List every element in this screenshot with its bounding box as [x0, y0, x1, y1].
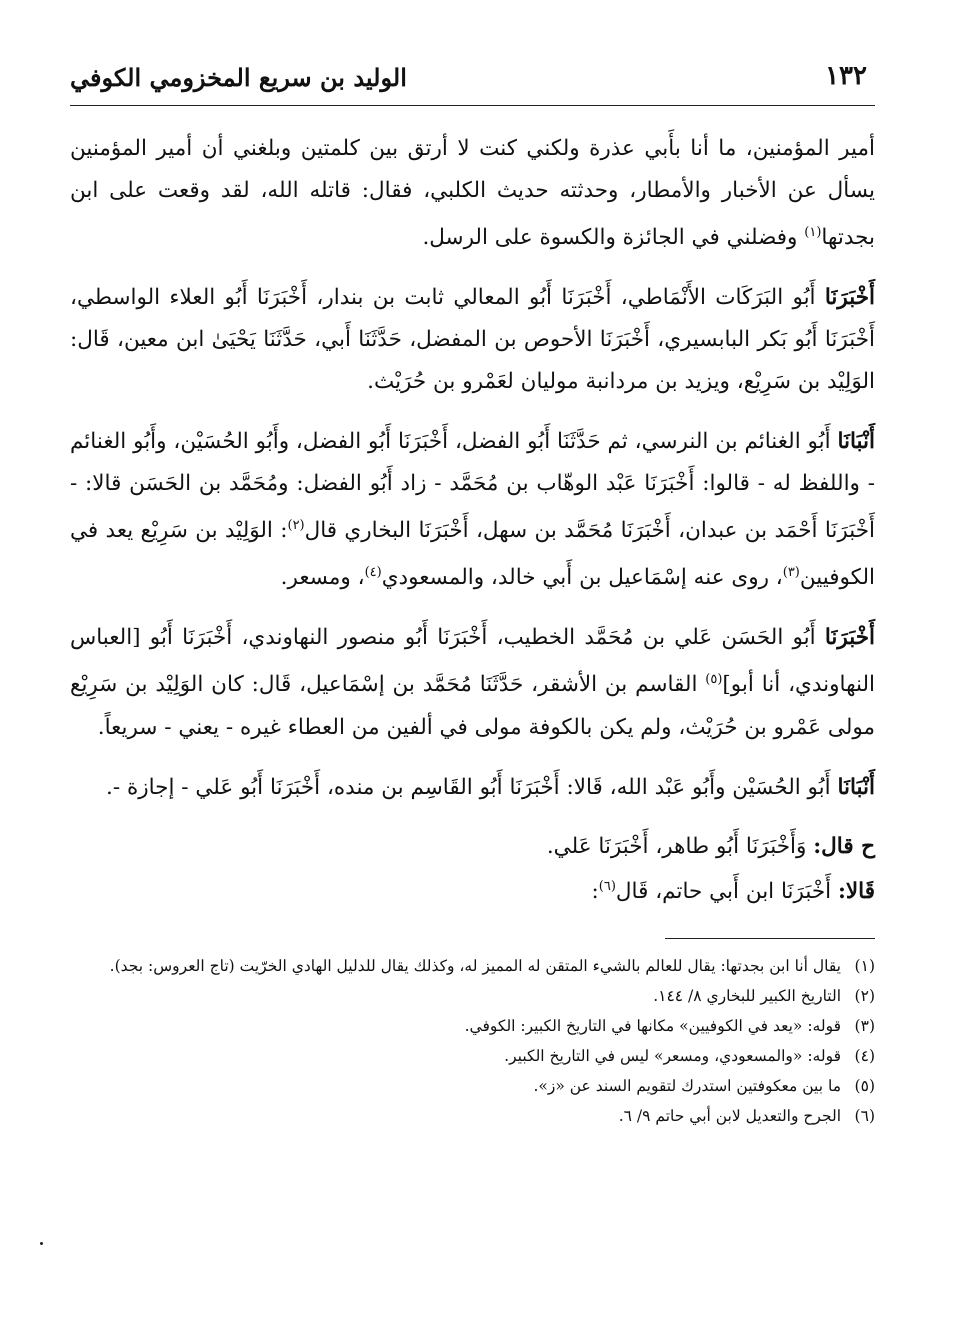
footnote-ref: (٢): [287, 518, 305, 534]
footnote: [70, 1101, 875, 1131]
line-text: أَخْبَرَنَا ابن أَبي حاتم، قَال: [615, 878, 838, 904]
footnotes: [70, 951, 875, 1131]
footnote-ref: (١): [804, 225, 822, 240]
isnad-lead: أَخْبَرَنَا: [824, 285, 875, 311]
footnote-ref: (٤): [364, 565, 382, 581]
footnote: [70, 1041, 875, 1071]
line-text-after: :: [591, 878, 599, 904]
book-page: [70, 55, 875, 1315]
isnad-lead: ح قال:: [813, 833, 875, 859]
isnad-lead: أَنْبَانَا: [837, 774, 875, 800]
footnote-ref: (٦): [598, 878, 616, 894]
paragraph-text: أَبُو الحُسَيْن وأَبُو عَبْد الله، قَالا: أَخْبَرَنَا أَبُو القَاسِم بن منده، أَخْبَرَنَا أَبُو عَلي - إجازة -.: [106, 774, 838, 800]
isnad-lead: أَخْبَرَنَا: [824, 625, 875, 651]
footnote: [70, 1011, 875, 1041]
footnote-number: (٤): [854, 1046, 875, 1065]
footnote-divider: [665, 938, 875, 939]
paragraph-text: أَبُو الغنائم بن النرسي، ثم حَدَّثَنَا أَبُو الفضل، أَخْبَرَنَا أَبُو الفضل، وأَبُو الحُسَيْن، وأَبُو الغنائم - واللفظ له - قالوا: أَخْبَرَنَا عَبْد الوهّاب بن مُحَمَّد - زاد أَبُو الفضل: ومُحَمَّد بن الحَسَن قالا: - أَخْبَرَنَا أَحْمَد بن عبدان، أَخْبَرَنَا مُحَمَّد بن سهل، أَخْبَرَنَا البخاري قال: [70, 429, 875, 544]
footnote-text: قوله: «يعد في الكوفيين» مكانها في التاريخ الكبير: الكوفي.: [464, 1016, 841, 1035]
footnote: [70, 951, 875, 981]
paragraph-text: أمير المؤمنين، ما أنا بأَبي عذرة ولكني كنت لا أرتق بين كلمتين وبلغني أن أمير المؤمنين يسأل عن الأخبار والأمطار، وحدثته حديث الكلبي، فقال: قاتله الله، لقد وقعت على ابن بجدتها: [70, 136, 875, 251]
paragraph-1: [70, 128, 875, 259]
isnad-lead: أَنْبَانَا: [837, 429, 875, 455]
paragraph-4: [70, 617, 875, 748]
footnote-number: (٢): [854, 986, 875, 1005]
body-text: [70, 128, 875, 912]
paragraph-text-after: القاسم بن الأشقر، حَدَّثَنَا مُحَمَّد بن إسْمَاعيل، قَال: كان الوَلِيْد بن سَرِيْع مولى عَمْرو بن حُرَيْث، ولم يكن بالكوفة مولى في ألفين من العطاء غيره - يعني - سريعاً.: [70, 672, 875, 740]
paragraph-text-after: : الوَلِيْد بن سَرِيْع يعد في الكوفيين: [70, 518, 875, 591]
scan-speck: [40, 1242, 43, 1245]
paragraph-text: أَبُو الحَسَن عَلي بن مُحَمَّد الخطيب، أَخْبَرَنَا أَبُو منصور النهاوندي، أَخْبَرَنَا أَبُو [العباس النهاوندي، أنا أبو]: [70, 625, 875, 698]
paragraph-text-after: ، ومسعر.: [280, 565, 365, 591]
running-title: الوليد بن سريع المخزومي الكوفي: [70, 63, 407, 92]
footnote-text: قوله: «والمسعودي، ومسعر» ليس في التاريخ الكبير.: [504, 1046, 841, 1065]
footnote-number: (٣): [854, 1016, 875, 1035]
footnote: [70, 1071, 875, 1101]
footnote-number: (٥): [854, 1076, 875, 1095]
footnote-number: (٦): [854, 1106, 875, 1125]
footnote: [70, 981, 875, 1011]
page-number: ١٣٢: [825, 61, 867, 91]
isnad-line-1: [70, 827, 875, 867]
footnote-text: الجرح والتعديل لابن أبي حاتم ٩/ ٦.: [618, 1106, 841, 1125]
paragraph-text-after: ، روى عنه إسْمَاعيل بن أَبي خالد، والمسعودي: [381, 565, 783, 591]
isnad-lead: قَالا:: [837, 878, 875, 904]
footnote-ref: (٥): [705, 672, 723, 688]
page-header: [70, 55, 875, 106]
paragraph-text-after: وفضلني في الجائزة والكسوة على الرسل.: [422, 225, 805, 251]
footnote-ref: (٣): [782, 565, 800, 581]
footnote-text: ما بين معكوفتين استدرك لتقويم السند عن «ز».: [533, 1076, 841, 1095]
footnote-text: يقال أنا ابن بجدتها: يقال للعالم بالشيء المتقن له المميز له، وكذلك يقال للدليل الهادي الخرّيت (تاج العروس: بجد).: [109, 956, 841, 975]
line-text: وَأَخْبَرَنَا أَبُو طاهر، أَخْبَرَنَا عَلي.: [546, 833, 814, 859]
paragraph-3: [70, 421, 875, 599]
paragraph-2: [70, 277, 875, 403]
paragraph-text: أَبُو البَرَكَات الأَنْمَاطي، أَخْبَرَنَا أَبُو المعالي ثابت بن بندار، أَخْبَرَنَا أَبُو العلاء الواسطي، أَخْبَرَنَا أَبُو بَكر البابسيري، أَخْبَرَنَا الأحوص بن المفضل، حَدَّثَنَا أَبي، حَدَّثَنَا يَحْيَىٰ ابن معين، قَال: الوَلِيْد بن سَرِيْع، ويزيد بن مردانبة موليان لعَمْرو بن حُرَيْث.: [70, 285, 875, 395]
paragraph-5: [70, 767, 875, 809]
footnote-number: (١): [854, 956, 875, 975]
footnote-text: التاريخ الكبير للبخاري ٨/ ١٤٤.: [653, 986, 841, 1005]
isnad-line-2: [70, 867, 875, 912]
